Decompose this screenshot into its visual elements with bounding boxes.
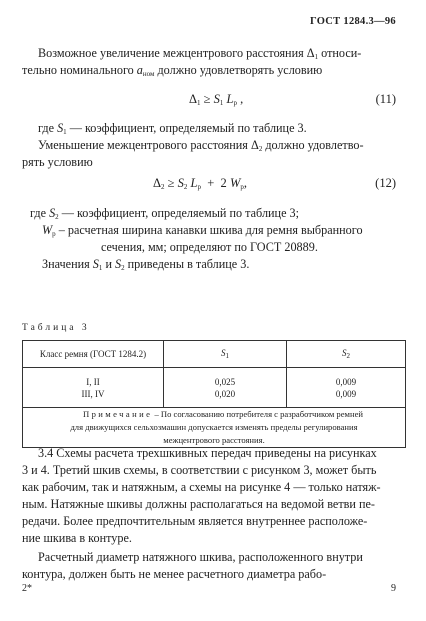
table-note: Примечание – По согласованию потребителя с разработчиком ремней для движущихся сельхозмашин допускается изменять пределы регулирования межцентрового расстояния. xyxy=(23,408,406,448)
table-caption: Таблица 3 xyxy=(22,323,90,333)
where-s2: где $S_2$ — коэффициент, определяемый по таблице 3; xyxy=(30,206,300,221)
table-3 xyxy=(22,340,406,448)
table-note-row xyxy=(23,408,406,448)
equation-number-12: (12) xyxy=(375,176,396,190)
para3-line1: 3.4 Схемы расчета трехшкивных передач приведены на рисунках xyxy=(38,446,377,460)
para3-line5: редачи. Более предпочтительным является внутреннее расположе- xyxy=(22,514,368,528)
where-s1: где $S_1$ — коэффициент, определяемый по таблице 3. xyxy=(38,121,307,136)
table-cell-s1: 0,025 0,020 xyxy=(164,368,287,408)
table-header-class: Класс ремня (ГОСТ 1284.2) xyxy=(23,341,164,368)
document-header: ГОСТ 1284.3—96 xyxy=(309,16,396,27)
equation-number-11: (11) xyxy=(375,92,396,106)
para3-line3: как рабочим, так и натяжным, а схемы на рисунке 4 — только натяж- xyxy=(22,480,381,494)
table-cell-classes: I, II III, IV xyxy=(23,368,164,408)
para3-line6: ние шкива в контуре. xyxy=(22,531,132,545)
para4-line2: контура, должен быть не менее расчетного диаметра рабо- xyxy=(22,567,327,581)
values-line: Значения $S_1$ и $S_2$ приведены в таблице 3. xyxy=(42,257,250,272)
where-wp-cont: сечения, мм; определяют по ГОСТ 20889. xyxy=(101,240,318,254)
table-header-row xyxy=(23,341,406,368)
para2-line2: рять условию xyxy=(22,155,93,169)
para1-line1: Возможное увеличение межцентрового расстояния $\Delta_1$ относи- xyxy=(38,46,362,61)
para2-line1: Уменьшение межцентрового расстояния $\Delta_2$ должно удовлетво- xyxy=(38,138,364,153)
formula-11: $\Delta_1 \ge S_1$ $L_р$ , xyxy=(189,92,244,107)
para3-line2: 3 и 4. Третий шкив схемы, в соответствии с рисунком 3, может быть xyxy=(22,463,377,477)
where-wp: $W_р$ – расчетная ширина канавки шкива для ремня выбранного xyxy=(42,223,363,238)
table-header-s1: $S_1$ xyxy=(164,341,287,368)
footer-signature: 2* xyxy=(22,583,32,594)
table-header-s2: $S_2$ xyxy=(287,341,406,368)
formula-12: $\Delta_2 \ge S_2$ $L_р + 2$ $W_р$, xyxy=(153,176,247,191)
page-number: 9 xyxy=(391,583,396,594)
para4-line1: Расчетный диаметр натяжного шкива, расположенного внутри xyxy=(38,550,363,564)
table-row xyxy=(23,368,406,408)
para3-line4: ным. Натяжные шкивы должны располагаться на ведомой ветви пе- xyxy=(22,497,375,511)
para1-line2: тельно номинального $a_{ном}$ должно удовлетворять условию xyxy=(22,63,323,78)
table-cell-s2: 0,009 0,009 xyxy=(287,368,406,408)
